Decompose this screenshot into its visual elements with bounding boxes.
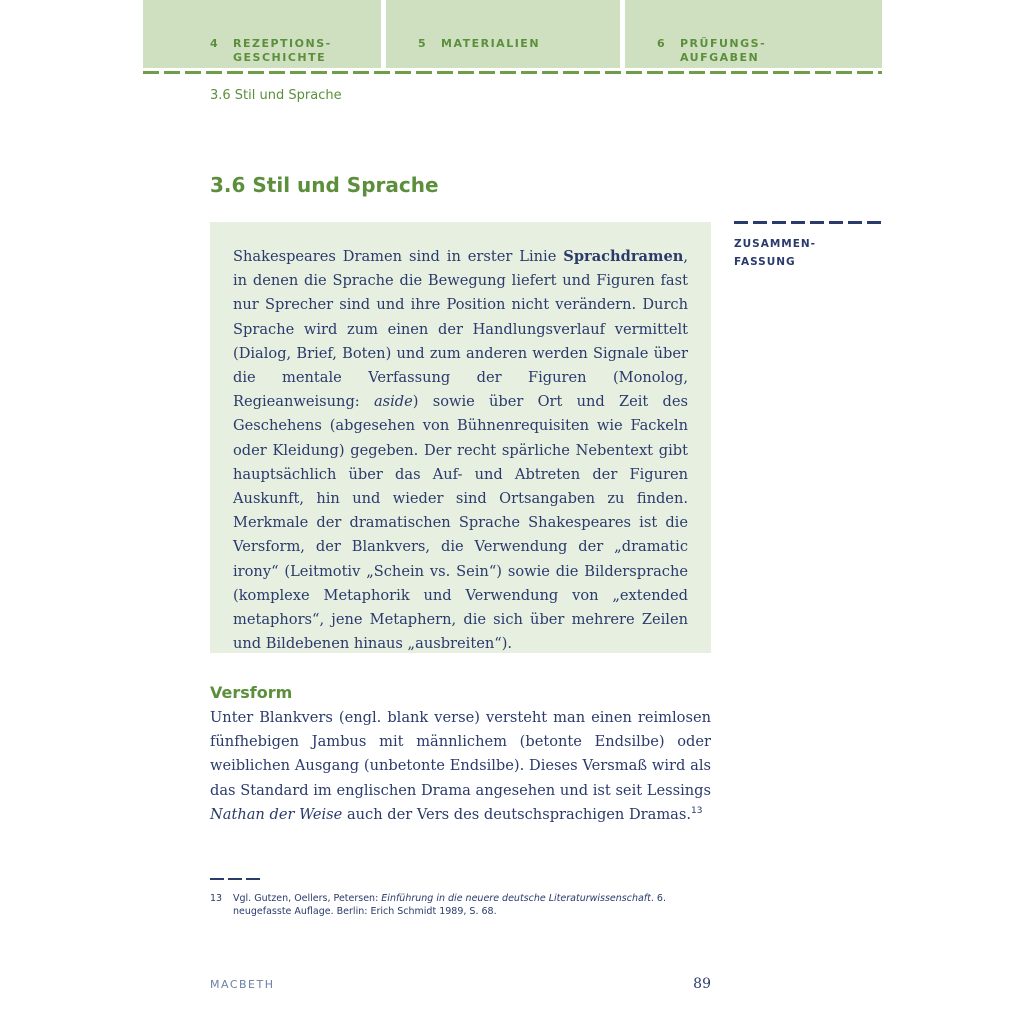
tab-number: 4 xyxy=(210,37,220,50)
nav-tab-materialien[interactable] xyxy=(386,0,620,68)
tab-number: 6 xyxy=(657,37,667,50)
tab-label: REZEPTIONS- GESCHICHTE xyxy=(233,37,332,64)
summary-bold-term: Sprachdramen xyxy=(563,248,684,265)
versform-paragraph xyxy=(210,706,711,827)
summary-text-1: Shakespeares Dramen sind in erster Linie xyxy=(233,248,564,265)
nav-tab-rezeptionsgeschichte[interactable] xyxy=(143,0,381,68)
nav-tab-pruefungsaufgaben[interactable] xyxy=(625,0,882,68)
footnote-rule xyxy=(210,878,260,880)
tab-number: 5 xyxy=(418,37,428,50)
section-title: 3.6 Stil und Sprache xyxy=(210,173,439,197)
summary-italic-term: aside xyxy=(373,393,413,411)
footnote xyxy=(210,892,711,918)
tab-label: MATERIALIEN xyxy=(441,37,541,50)
summary-paragraph xyxy=(233,245,688,656)
summary-text-2: , in denen die Sprache die Bewegung liefert und Figuren fast nur Sprecher sind und ihre Position nicht verändern. Durch Sprache wird zum einen der Handlungsverlauf vermittelt (Dialog, Brief, Boten) und zum anderen werden Signale über die mentale Verfassung der Figuren (Monolog, Regieanweisung: xyxy=(233,248,688,411)
summary-box xyxy=(210,222,711,653)
margin-dashed-rule xyxy=(734,221,882,224)
versform-italic-title: Nathan der Weise xyxy=(210,805,343,823)
page-number: 89 xyxy=(693,976,711,992)
tab-label: PRÜFUNGS- AUFGABEN xyxy=(680,37,767,64)
footnote-number: 13 xyxy=(210,893,223,904)
footnote-reference[interactable]: 13 xyxy=(691,805,703,816)
footnote-text-2: . 6. neugefasste Auflage. Berlin: Erich Schmidt 1989, S. 68. xyxy=(233,893,666,917)
running-head: 3.6 Stil und Sprache xyxy=(210,88,342,103)
summary-text-3: ) sowie über Ort und Zeit des Geschehens (abgesehen von Bühnenrequisiten wie Fackeln oder Kleidung) gegeben. Der recht spärliche Nebentext gibt hauptsächlich über das Auf- und Abtreten der Figuren Auskunft, hin und wieder sind Ortsangaben zu finden. Merkmale der dramatischen Sprache Shakespeares ist die Versform, der Blankvers, die Verwendung der „dramatic irony“ (Leitmotiv „Schein vs. Sein“) sowie die Bildersprache (komplexe Metaphorik und Verwendung von „extended metaphors“, jene Metaphern, die sich über mehrere Zeilen und Bildebenen hinaus „ausbreiten“). xyxy=(233,393,688,653)
versform-text-1: Unter Blankvers (engl. blank verse) versteht man einen reimlosen fünfhebigen Jambus mit männlichem (betonte Endsilbe) oder weiblichen Ausgang (unbetonte Endsilbe). Dieses Versmaß wird als das Standard im englischen Drama angesehen und ist seit Lessings xyxy=(210,709,711,799)
footnote-text-1: Vgl. Gutzen, Oellers, Petersen: xyxy=(233,893,382,904)
footnote-text xyxy=(233,892,711,918)
footnote-italic-title: Einführung in die neuere deutsche Literaturwissenschaft xyxy=(381,893,651,904)
footer-book-title: MACBETH xyxy=(210,978,275,991)
header-dashed-rule xyxy=(143,71,882,74)
margin-label-zusammenfassung: ZUSAMMEN- FASSUNG xyxy=(734,238,817,268)
versform-text-2: auch der Vers des deutschsprachigen Dramas. xyxy=(342,805,692,823)
subheading-versform: Versform xyxy=(210,683,293,702)
